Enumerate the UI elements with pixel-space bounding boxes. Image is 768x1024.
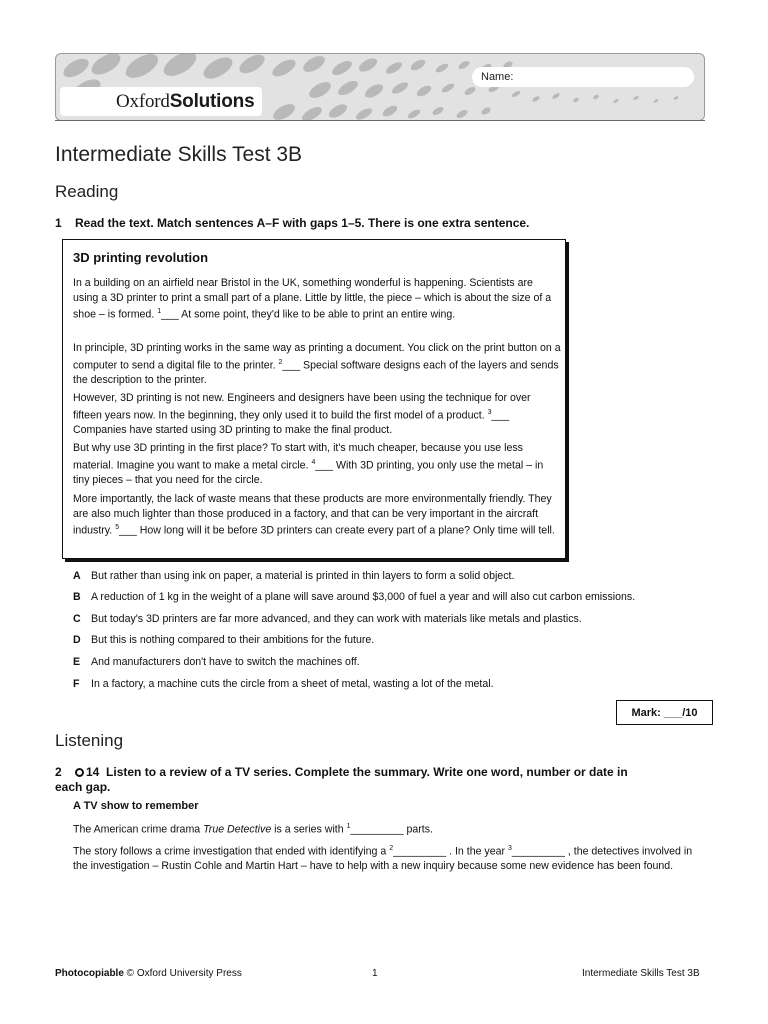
brand-bold: Solutions <box>169 90 255 112</box>
question-number: 2 <box>55 765 62 779</box>
option-c: C But today's 3D printers are far more advanced, and they can work with materials like metals and plastics. <box>73 613 582 625</box>
question-text-cont: each gap. <box>55 780 111 794</box>
article-title: 3D printing revolution <box>73 250 209 265</box>
gap-number: 1 <box>157 308 162 315</box>
question-2 <box>55 765 710 795</box>
header-divider <box>55 120 705 121</box>
question-number: 1 <box>55 216 62 230</box>
gap-number: 2 <box>278 358 283 366</box>
article-box <box>62 239 566 559</box>
footer-copyright: Photocopiable © Oxford University Press <box>55 968 242 979</box>
article-paragraph: However, 3D printing is not new. Engineers and designers have been using the technique for over fifteen years now. In the beginning, they only used it to build the first model of a product. $^3$___ Companies have started using 3D printing to make the final product. <box>73 392 531 436</box>
name-field[interactable] <box>472 67 694 87</box>
mark-box: Mark: ___/10 <box>616 700 713 725</box>
question-text: Listen to a review of a TV series. Complete the summary. Write one word, number or date in <box>106 765 628 779</box>
question-text: Read the text. Match sentences A–F with gaps 1–5. There is one extra sentence. <box>75 216 530 230</box>
gap-number: 5 <box>115 524 120 531</box>
article-paragraph: In a building on an airfield near Bristol in the UK, something wonderful is happening. Scientists are using a 3D printer to print a small part of a plane. Little by little, the piece – which is about the size of a shoe – is formed. $^1$___ At some point, they'd like to be able to print an entire wing. <box>73 277 552 321</box>
listening-heading: Listening <box>55 731 124 750</box>
article-paragraph: But why use 3D printing in the first place? To start with, it's much cheaper, because you use less material. Imagine you want to make a metal circle. $^4$___ With 3D printing, you only use the metal – in tiny pieces – that you need for the circle. <box>73 442 544 486</box>
audio-cd-icon <box>75 768 84 777</box>
option-a: A But rather than using ink on paper, a material is printed in thin layers to form a solid object. <box>73 570 515 582</box>
option-d: D But this is nothing compared to their ambitions for the future. <box>73 634 375 646</box>
show-title: True Detective <box>203 823 272 836</box>
question-1 <box>55 216 529 230</box>
gap-number: 1 <box>346 823 351 830</box>
gap-number: 3 <box>487 408 492 416</box>
option-f: F In a factory, a machine cuts the circle from a sheet of metal, wasting a lot of the metal. <box>73 678 494 690</box>
reading-heading: Reading <box>55 182 119 201</box>
gap-number: 3 <box>507 845 512 852</box>
gap-number: 4 <box>311 458 316 466</box>
summary-paragraph: The story follows a crime investigation that ended with identifying a $^2$_________ . In the year $^3$_________ , the detectives involved in the investigation – Rustin Cohle and Martin Hart – have to help with a new inquiry because some new evidence has been found. <box>73 845 693 873</box>
name-label: Name: <box>481 71 514 83</box>
article-paragraph: In principle, 3D printing works in the same way as printing a document. You click on the print button on a computer to send a digital file to the printer. $^2$___ Special software designs each of the layers and sends the description to the printer. <box>73 342 561 386</box>
option-e: E And manufacturers don't have to switch the machines off. <box>73 656 360 668</box>
brand-logo <box>60 87 262 116</box>
summary-title: A TV show to remember <box>73 800 199 812</box>
track-number: 14 <box>86 765 100 779</box>
gap-number: 2 <box>389 845 394 852</box>
page-number: 1 <box>372 968 378 979</box>
summary-line: The American crime drama True Detective is a series with $^1$_________ parts. <box>73 823 433 836</box>
article-paragraph: More importantly, the lack of waste means that these products are more environmentally friendly. They are also much lighter than those produced in a factory, and that can be very important in the aircraft industry. $^5$___ How long will it be before 3D printers can create every part of a plane? Only time will tell. <box>73 493 555 537</box>
brand-light: Oxford <box>116 90 170 112</box>
page-title: Intermediate Skills Test 3B <box>55 143 303 166</box>
footer-test-name: Intermediate Skills Test 3B <box>582 968 700 979</box>
option-b: B A reduction of 1 kg in the weight of a plane will save around $3,000 of fuel a year and will also cut carbon emissions. <box>73 591 636 603</box>
